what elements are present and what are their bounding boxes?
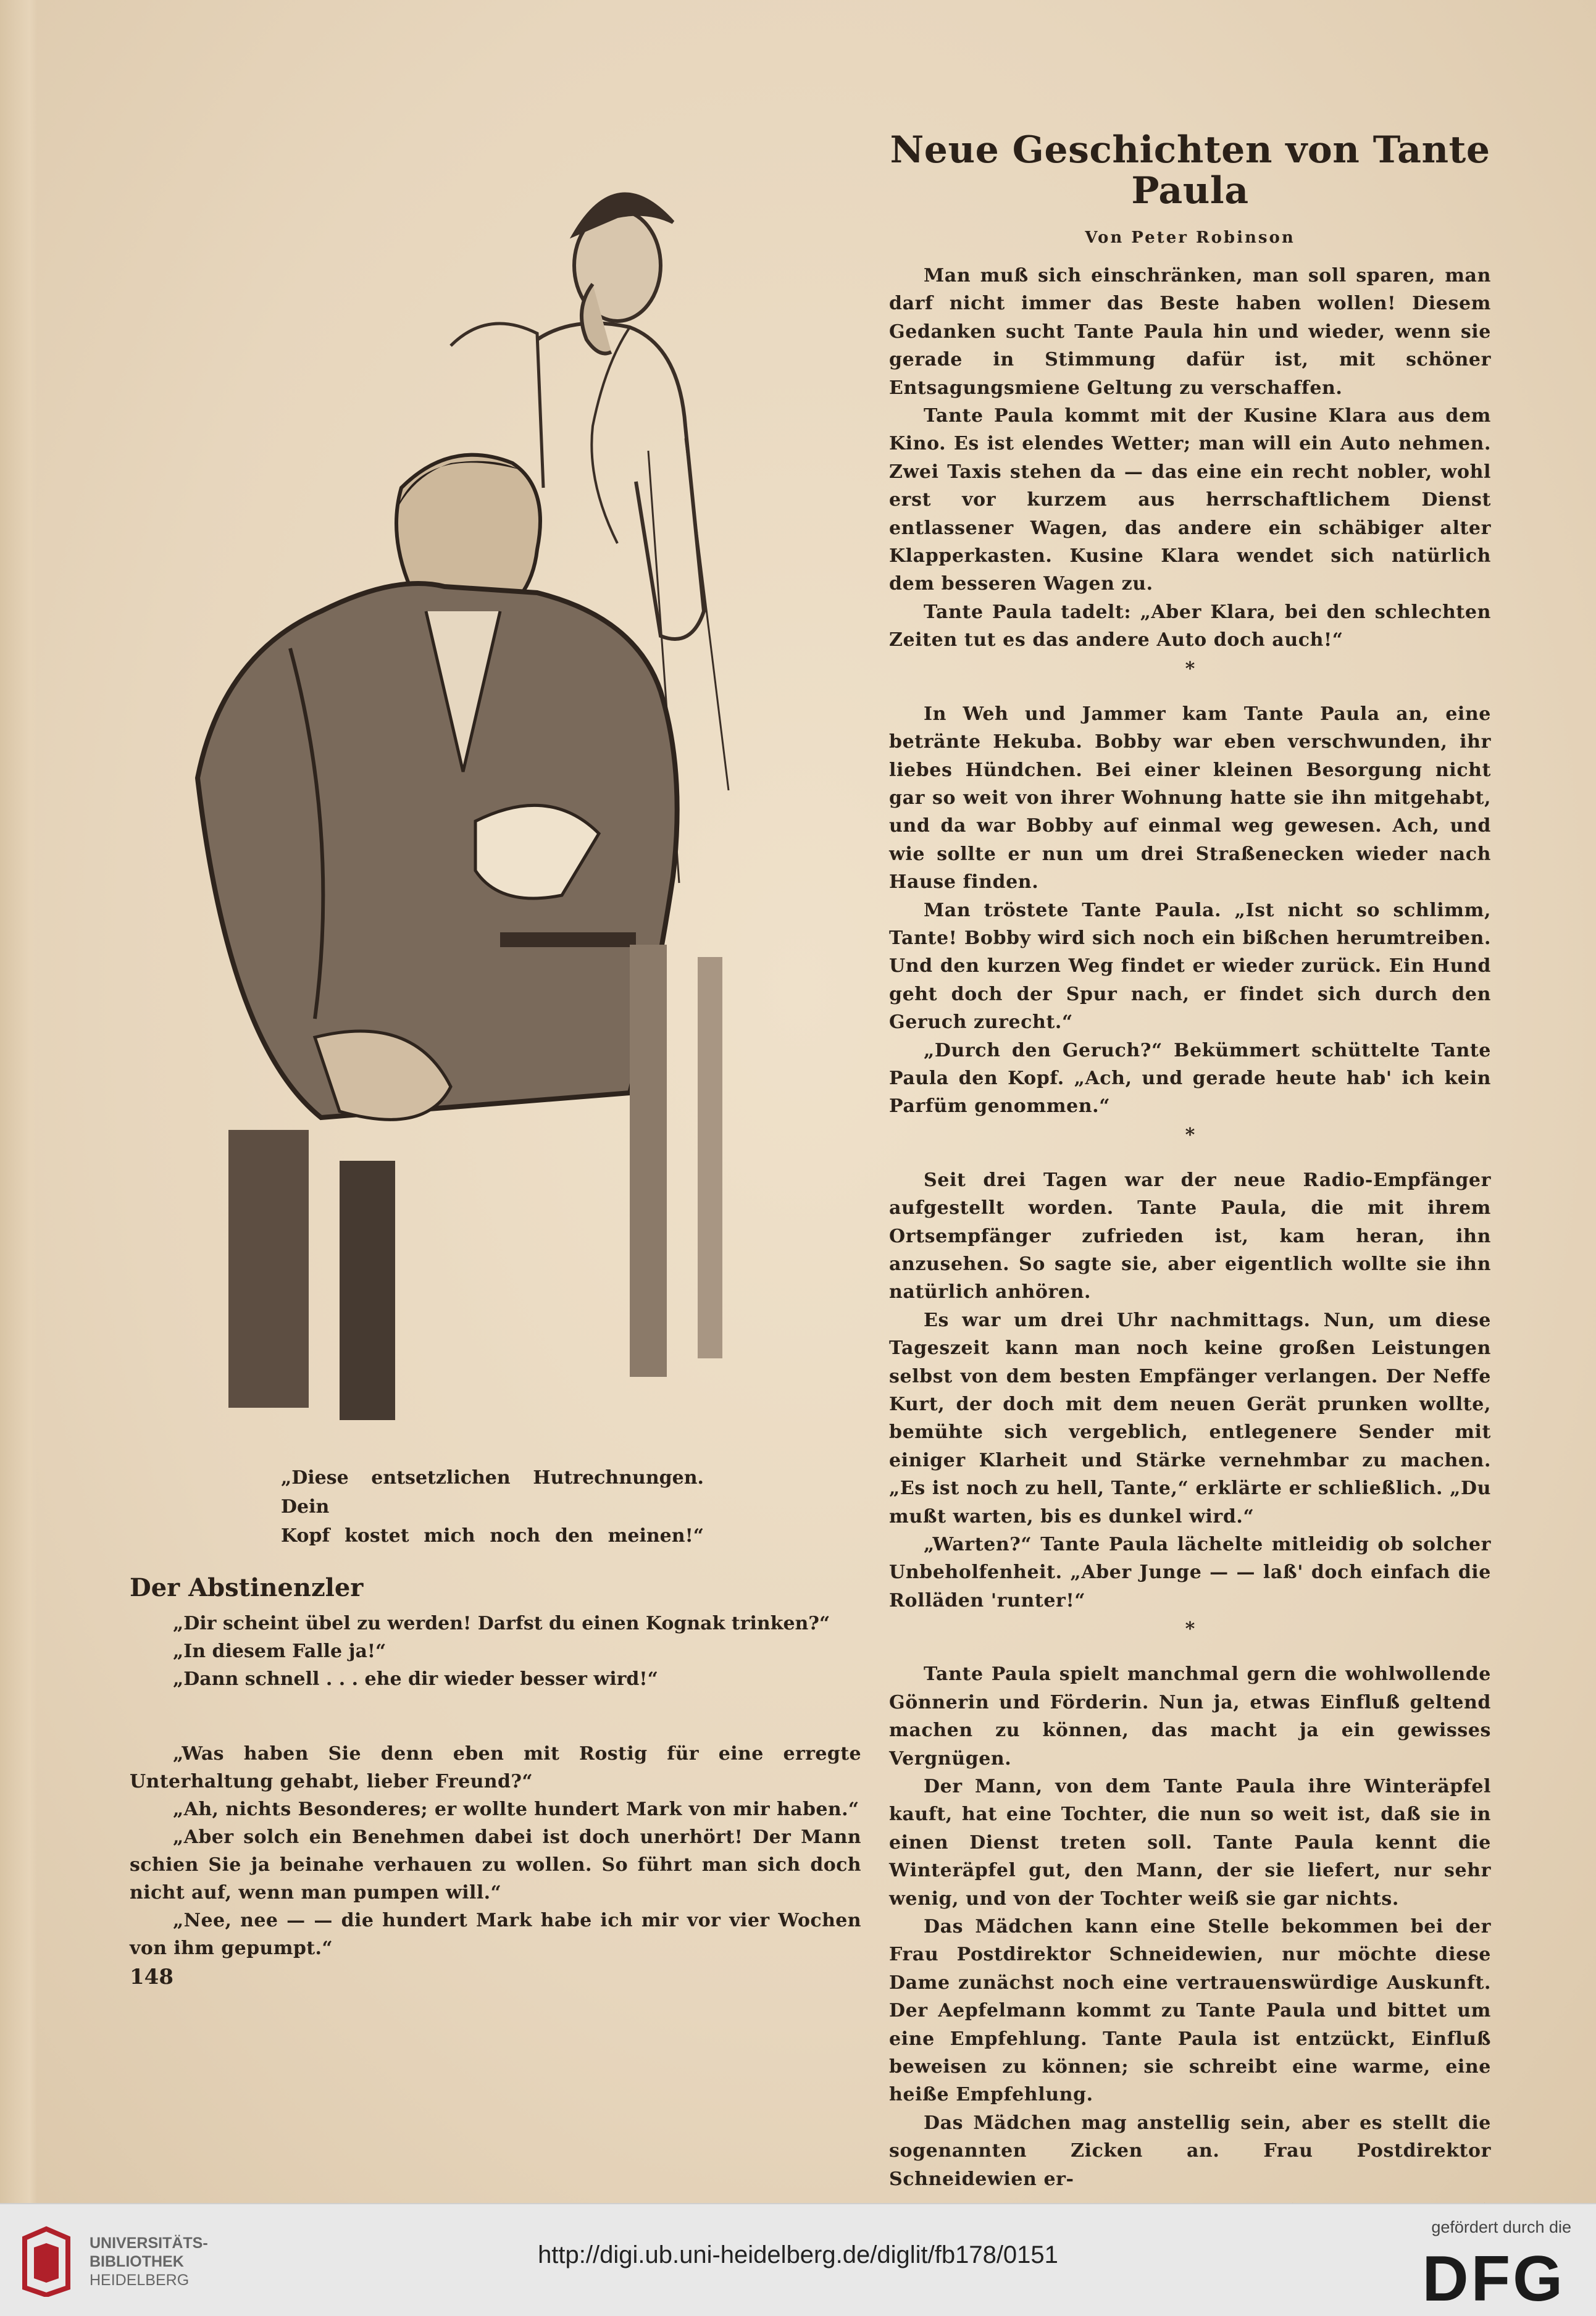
article-paragraph: Das Mädchen mag anstellig sein, aber es stellt die sogenannten Zicken an. Frau Postdirektor Schneidewien er- (889, 2112, 1491, 2190)
article-paragraph: In Weh und Jammer kam Tante Paula an, eine betränte Hekuba. Bobby war eben verschwunden, ihr liebes Hündchen. Bei einer kleinen Besorgung nicht gar so weit von ihrer Wohnung hatte sie ihn mitgehabt, und da war Bobby auf einmal weg gewesen. Ach, und wie sollte er nun um drei Straßenecken wieder nach Hause finden. (889, 703, 1491, 893)
article-paragraph: Man tröstete Tante Paula. „Ist nicht so schlimm, Tante! Bobby wird sich noch ein bißchen herumtreiben. Und den kurzen Weg findet er wieder zurück. Ein Hund geht doch der Spur nach, er findet sich durch den Geruch zurecht.“ (889, 899, 1491, 1034)
joke-paragraph: „Was haben Sie denn eben mit Rostig für eine erregte Unterhaltung gehabt, lieber Freund?“ (130, 1743, 861, 1792)
article-paragraph: Tante Paula tadelt: „Aber Klara, bei den schlechten Zeiten tut es das andere Auto doch auch!“ (889, 601, 1491, 651)
article-paragraph: Seit drei Tagen war der neue Radio-Empfänger aufgestellt worden. Tante Paula, die mit ihrem Ortsempfänger zufrieden ist, kam heran, ihn anzusehen. So sagte sie, aber eigentlich wollte sie ihn natürlich anhören. (889, 1169, 1491, 1303)
second-joke-section (130, 1740, 861, 1962)
dialog-line: „In diesem Falle ja!“ (173, 1641, 386, 1662)
article-byline: Von Peter Robinson (1085, 228, 1295, 247)
article-paragraph: Es war um drei Uhr nachmittags. Nun, um diese Tageszeit kann man noch keine großen Leistungen selbst von dem besten Empfänger verlangen. Der Neffe Kurt, der doch mit dem neuen Gerät prunken wollte, bemühte sich vergeblich, entlegenere Sender mit einiger Klarheit und Stärke vernehmbar zu machen. „Es ist noch zu hell, Tante,“ erklärte er schließlich. „Du mußt warten, bis es dunkel wird.“ (889, 1309, 1491, 1528)
article-title: Neue Geschichten von Tante Paula (890, 128, 1490, 212)
article-paragraph: „Warten?“ Tante Paula lächelte mitleidig ob solcher Unbeholfenheit. „Aber Junge — — laß' doch einfach die Rolläden 'runter!“ (889, 1534, 1491, 1612)
dialog-line: „Dir scheint übel zu werden! Darfst du einen Kognak trinken?“ (173, 1613, 830, 1634)
viewer-footer (0, 2203, 1596, 2316)
illustration-caption (281, 1463, 704, 1550)
section-heading: Der Abstinenzler (130, 1573, 364, 1602)
joke-paragraph: „Ah, nichts Besonderes; er wollte hundert Mark von mir haben.“ (173, 1799, 859, 1820)
section-divider: * (1185, 658, 1195, 680)
section-divider: * (1185, 1124, 1195, 1146)
article-paragraph: „Durch den Geruch?“ Bekümmert schüttelte Tante Paula den Kopf. „Ach, und gerade heute hab' ich kein Parfüm genommen.“ (889, 1039, 1491, 1118)
dfg-logo[interactable]: DFG (1422, 2243, 1565, 2315)
dialog-line: „Dann schnell . . . ehe dir wieder besser wird!“ (173, 1668, 658, 1690)
article-paragraph: Der Mann, von dem Tante Paula ihre Winteräpfel kauft, hat eine Tochter, die nun so weit ist, daß sie in einen Dienst treten soll. Tante Paula kennt die Winteräpfel gut, den Mann, der sie liefert, nur sehr wenig, und von der Tochter weiß sie gar nichts. (889, 1775, 1491, 1910)
article-paragraph: Das Mädchen kann eine Stelle bekommen bei der Frau Postdirektor Schneidewien, nur möchte diese Dame zunächst noch eine vertrauenswürdige Auskunft. Der Aepfelmann kommt zu Tante Paula und bittet um eine Empfehlung. Tante Paula ist entzückt, Einfluß beweisen zu können; sie schreibt eine warme, eine heiße Empfehlung. (889, 1915, 1491, 2106)
library-line-1: UNIVERSITÄTS- (90, 2234, 208, 2252)
article-paragraph: Tante Paula kommt mit der Kusine Klara aus dem Kino. Es ist elendes Wetter; man will ein Auto nehmen. Zwei Taxis stehen da — das eine ein recht nobler, wohl erst vor kurzem aus herrschaftlichem Dienst entlassener Wagen, das andere ein schäbiger alter Klapperkasten. Kusine Klara wendet sich natürlich dem besseren Wagen zu. (889, 405, 1491, 595)
page-edge (0, 0, 37, 2203)
page-number: 148 (130, 1965, 173, 1989)
library-line-3: HEIDELBERG (90, 2272, 190, 2289)
article-paragraph: Man muß sich einschränken, man soll sparen, man darf nicht immer das Beste haben wollen! Diesem Gedanken sucht Tante Paula hin und wieder, wenn sie gerade in Stimmung dafür ist, mit schöner Entsagungsmiene Geltung zu verschaffen. (889, 265, 1491, 399)
library-line-2: BIBLIOTHEK (90, 2253, 184, 2270)
section-divider: * (1185, 1618, 1195, 1641)
article-column (889, 130, 1491, 2218)
illustration-man-and-woman (105, 142, 846, 1445)
caption-line-1: „Diese entsetzlichen Hutrechnungen. Dein (281, 1467, 704, 1518)
abstinent-section (130, 1573, 861, 1693)
funding-note: gefördert durch die (1431, 2218, 1571, 2236)
caption-line-2: Kopf kostet mich noch den meinen!“ (281, 1525, 704, 1547)
joke-paragraph: „Nee, nee — — die hundert Mark habe ich mir vor vier Wochen von ihm gepumpt.“ (130, 1910, 861, 1959)
joke-paragraph: „Aber solch ein Benehmen dabei ist doch unerhört! Der Mann schien Sie ja beinahe verhauen zu wollen. So führt man sich doch nicht auf, wenn man pumpen will.“ (130, 1826, 861, 1904)
article-paragraph: Tante Paula spielt manchmal gern die wohlwollende Gönnerin und Förderin. Nun ja, etwas Einfluß geltend machen zu können, das macht ja ein gewisses Vergnügen. (889, 1663, 1491, 1770)
permalink-url[interactable]: http://digi.ub.uni-heidelberg.de/diglit/fb178/0151 (538, 2241, 1058, 2268)
man-figure (198, 455, 722, 1420)
